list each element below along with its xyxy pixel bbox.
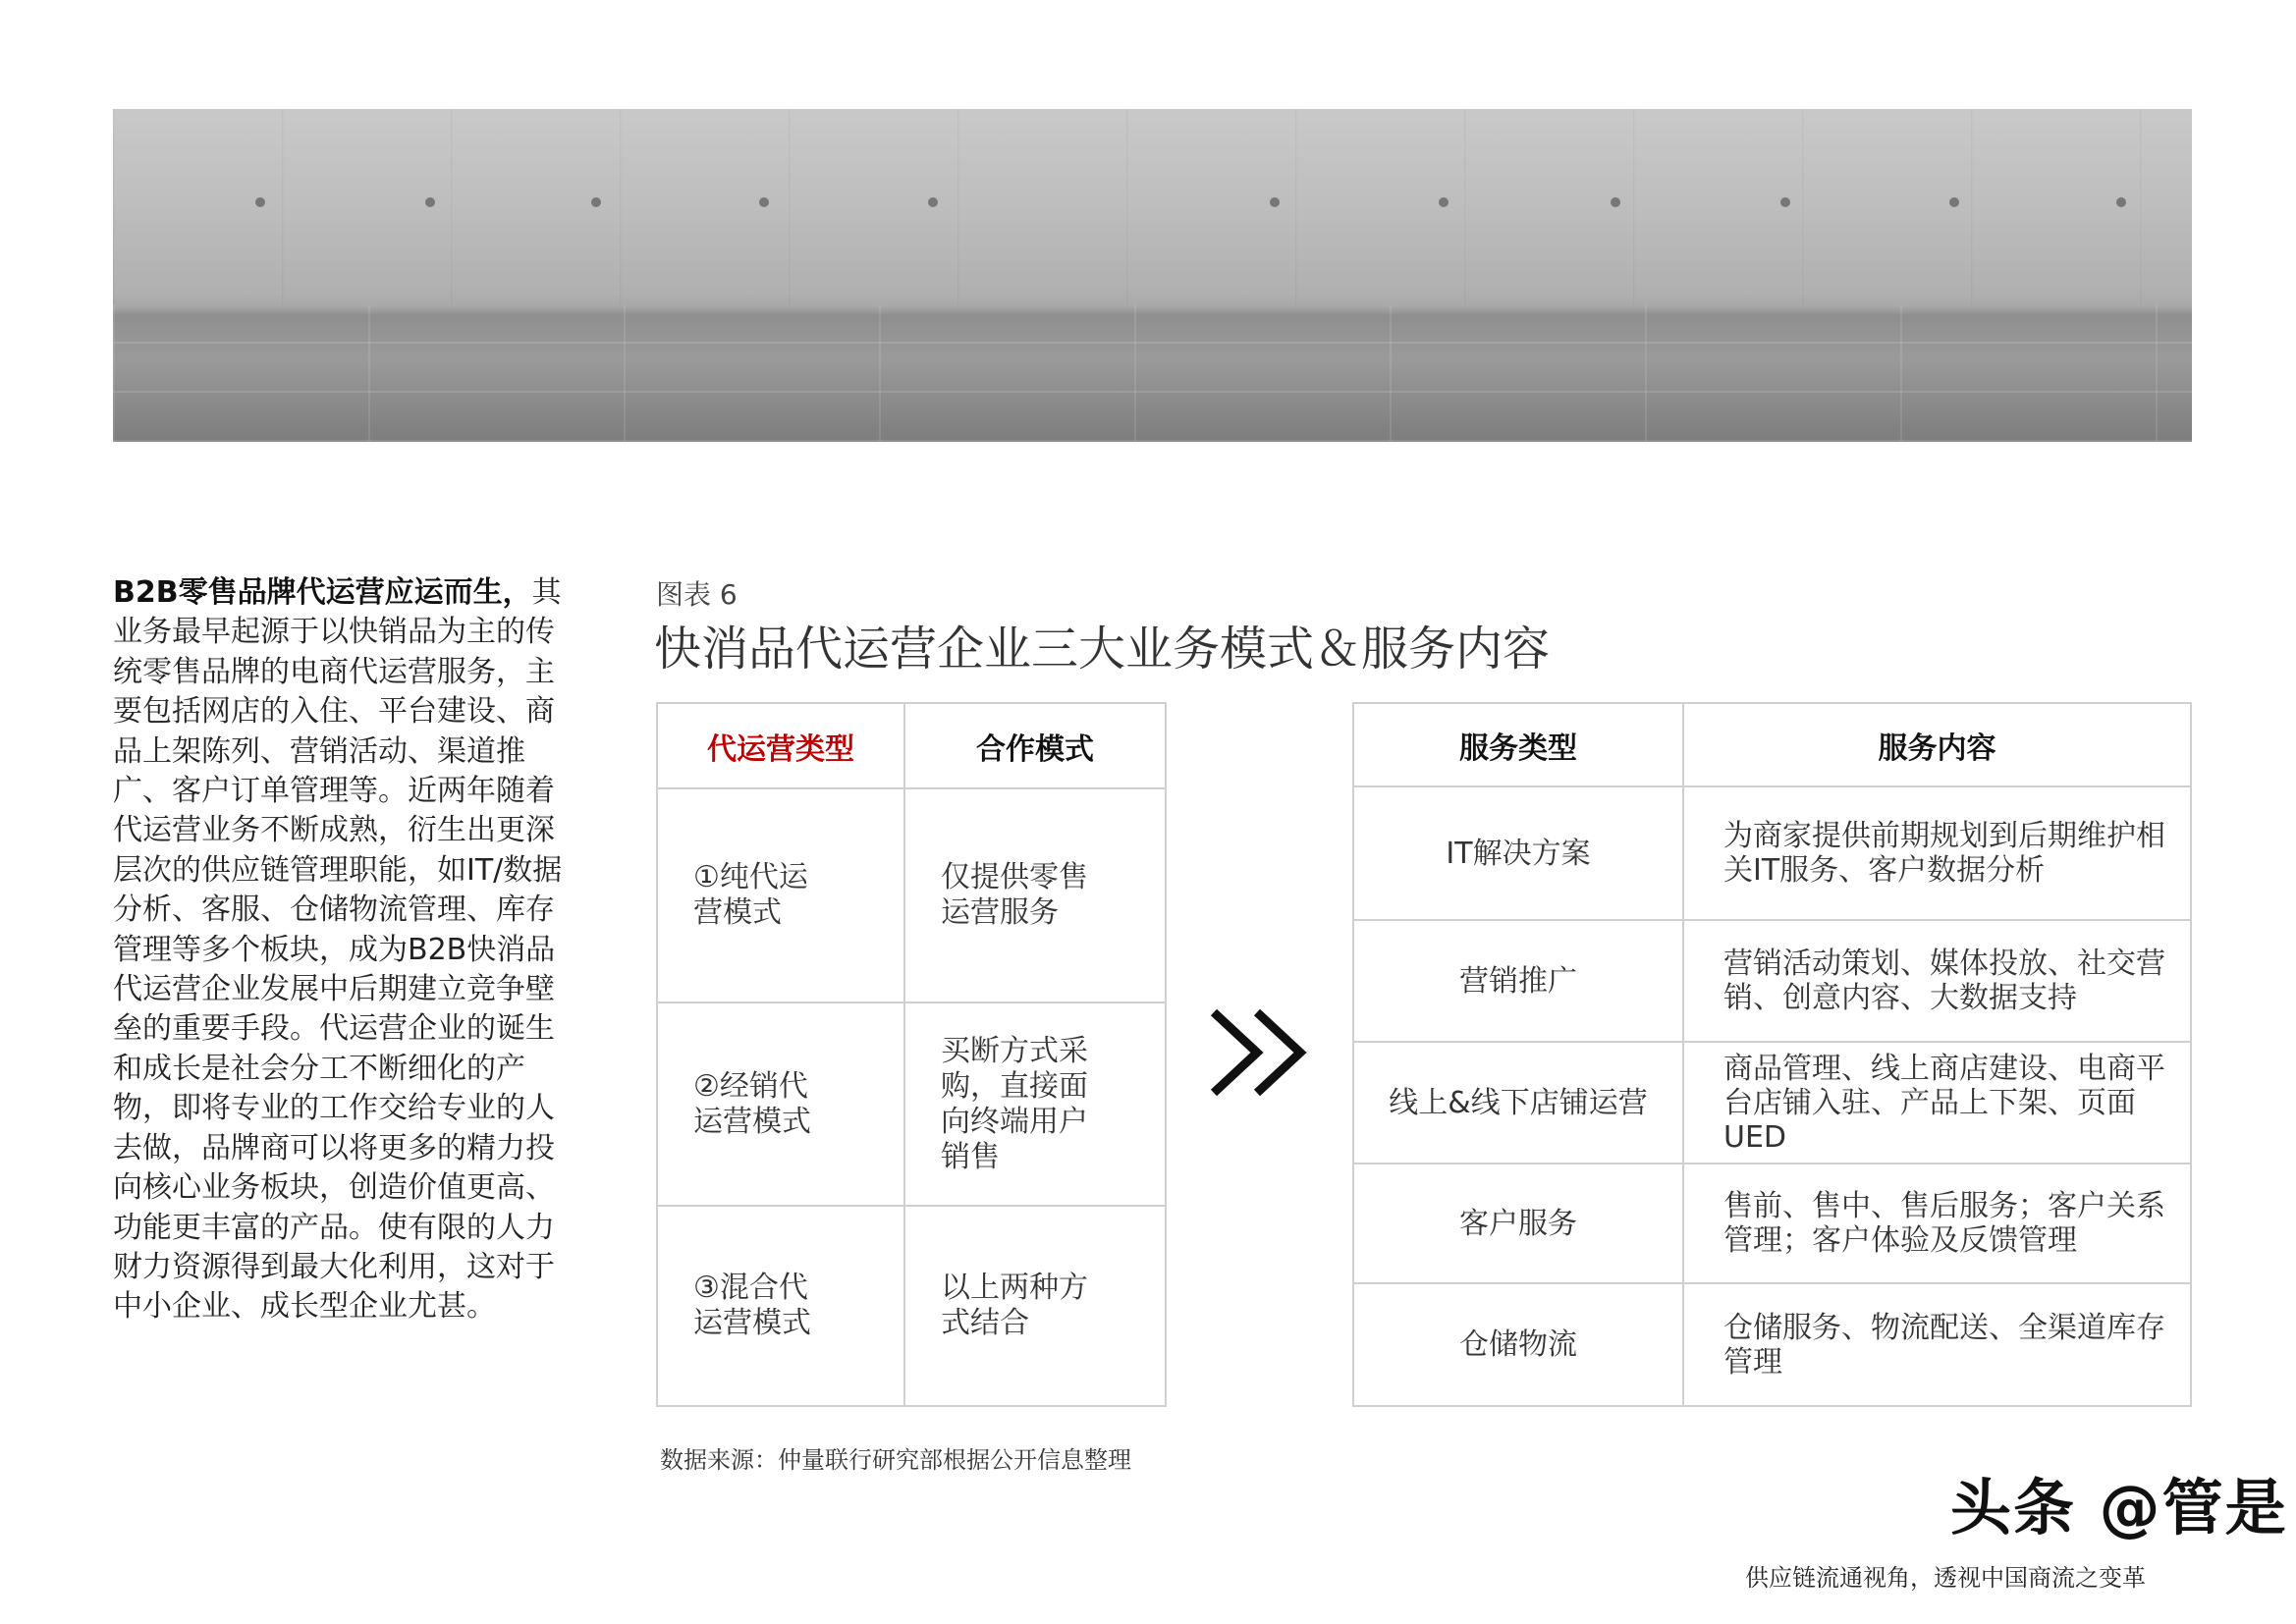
service-content: 营销活动策划、媒体投放、社交营销、创意内容、大数据支持 [1683, 920, 2191, 1042]
wall-hole [425, 197, 435, 207]
table-header-row [657, 703, 1166, 788]
business-model-table [656, 702, 1167, 1407]
intro-bold: B2B零售品牌代运营应运而生， [113, 575, 532, 610]
table-row [657, 1002, 1166, 1206]
wall-hole [1611, 197, 1620, 207]
model-type [657, 1002, 904, 1206]
header-type: 代运营类型 [657, 703, 904, 788]
wall-hole [255, 197, 265, 207]
service-type: 营销推广 [1353, 920, 1683, 1042]
wall-hole [1439, 197, 1449, 207]
page-footer: 供应链流通视角，透视中国商流之变革 [1745, 1564, 2146, 1592]
intro-body: 其业务最早起源于以快销品为主的传统零售品牌的电商代运营服务，主要包括网店的入住、平台建设、商品上架陈列、营销活动、渠道推广、客户订单管理等。近两年随着代运营业务不断成熟，衍生出更深层次的供应链管理职能，如IT/数据分析、客服、仓储物流管理、库存管理等多个板块，成为B2B快消品代运营企业发展中后期建立竞争壁垒的重要手段。代运营企业的诞生和成长是社会分工不断细化的产物，即将专业的工作交给专业的人去做，品牌商可以将更多的精力投向核心业务板块，创造价值更高、功能更丰富的产品。使有限的人力财力资源得到最大化利用，这对于中小企业、成长型企业尤甚。 [113, 575, 563, 1325]
intro-paragraph [113, 573, 565, 1327]
model-desc-text: 买断方式采购，直接面向终端用户销售 [941, 1033, 1088, 1174]
wall-hole [928, 197, 938, 207]
wall-hole [2116, 197, 2126, 207]
model-type-text: ②经销代运营模式 [693, 1068, 811, 1139]
service-content-table [1352, 702, 2192, 1407]
model-type-text: ③混合代运营模式 [693, 1271, 811, 1340]
service-type: 客户服务 [1353, 1164, 1683, 1283]
model-desc [904, 788, 1166, 1002]
data-source: 数据来源：仲量联行研究部根据公开信息整理 [660, 1446, 1131, 1474]
header-mode: 合作模式 [904, 703, 1166, 788]
figure-title: 快消品代运营企业三大业务模式＆服务内容 [654, 622, 1551, 677]
table-header-row [1353, 703, 2191, 786]
wall-hole [1949, 197, 1959, 207]
wall-hole [1780, 197, 1790, 207]
table-row [1353, 920, 2191, 1042]
table-row [1353, 1283, 2191, 1406]
model-type-text: ①纯代运营模式 [693, 860, 808, 930]
service-type: IT解决方案 [1353, 786, 1683, 920]
table-row [1353, 1164, 2191, 1283]
double-chevron-right-icon [1206, 1006, 1314, 1100]
table-row [657, 788, 1166, 1002]
wall-hole [591, 197, 601, 207]
model-desc-text: 以上两种方式结合 [941, 1271, 1088, 1340]
model-desc-text: 仅提供零售运营服务 [941, 860, 1088, 930]
wall-hole [1270, 197, 1280, 207]
figure-caption: 图表 6 [656, 578, 738, 611]
concrete-wall [113, 109, 2192, 305]
service-type: 线上&线下店铺运营 [1353, 1042, 1683, 1164]
table-row [657, 1206, 1166, 1406]
watermark: 头条 @管是 [1950, 1472, 2288, 1543]
header-service-content: 服务内容 [1683, 703, 2191, 786]
model-type [657, 788, 904, 1002]
header-photo [113, 109, 2192, 442]
header-service-type: 服务类型 [1353, 703, 1683, 786]
service-type: 仓储物流 [1353, 1283, 1683, 1406]
model-desc [904, 1002, 1166, 1206]
table-row [1353, 1042, 2191, 1164]
service-content: 售前、售中、售后服务；客户关系管理；客户体验及反馈管理 [1683, 1164, 2191, 1283]
wall-hole [759, 197, 769, 207]
service-content: 仓储服务、物流配送、全渠道库存管理 [1683, 1283, 2191, 1406]
model-type [657, 1206, 904, 1406]
model-desc [904, 1206, 1166, 1406]
service-content: 商品管理、线上商店建设、电商平台店铺入驻、产品上下架、页面UED [1683, 1042, 2191, 1164]
service-content: 为商家提供前期规划到后期维护相关IT服务、客户数据分析 [1683, 786, 2191, 920]
table-row [1353, 786, 2191, 920]
paved-floor [113, 305, 2192, 442]
